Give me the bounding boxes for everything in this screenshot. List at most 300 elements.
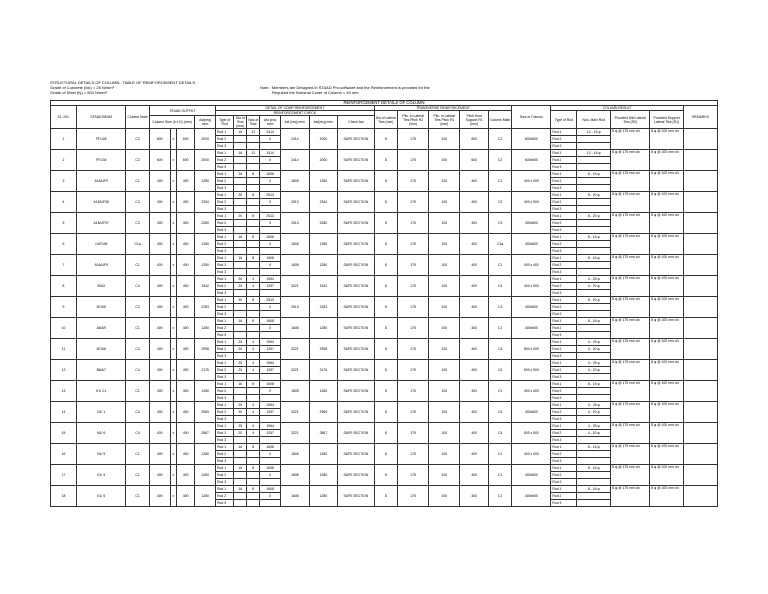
cell-ast-prov: 3221 [281,402,310,423]
cell-result-rod-label: Rod 3 [551,500,577,507]
cell-rod-label: Rod 2 [216,472,234,479]
cell-pitch-support: 400 [460,234,489,255]
cell-b: 400 [149,360,170,381]
cell-result-rod-label: Rod 1 [551,129,577,136]
cell-rod-label: Rod 1 [216,402,234,409]
cell-rod1-ast: 2513 [260,192,281,199]
cell-rod-label: Rod 2 [216,178,234,185]
cell-staad-beam: N1/ 5 [77,444,126,465]
cell-check: SAFE SECTION [338,318,374,339]
cell-main-rod-2 [577,220,611,227]
cell-rod2-nos [247,178,260,185]
cell-column-mark-2: C1 [488,486,511,507]
cell-result-rod-label: Rod 2 [551,304,577,311]
cell-rod1-ast: 1964 [260,360,281,367]
table-row [51,339,718,346]
col-column-size: Column Size (b x D) (mm) [149,116,194,129]
col-ast-req-2: Ast (req) mm² [281,116,310,129]
cell-rod2-nos [247,472,260,479]
cell-check: SAFE SECTION [338,213,374,234]
cell-ast-req2: 2283 [309,297,338,318]
cell-tie-dia: 8 [374,192,397,213]
cell-remarks [683,297,717,318]
cell-b: 600 [149,150,170,171]
table-row [51,360,718,367]
cell-provided-support: 8 φ @ 100 mm c/c [650,276,684,297]
table-row [51,381,718,388]
cell-main-rod-2 [577,325,611,332]
cell-staad-beam: M1/ 6 [77,423,126,444]
cell-rod2-ast: 1257 [260,430,281,437]
cell-rod3-ast [260,395,281,402]
cell-x-sign: x [170,486,177,507]
col-ast-req-3: Ast(req) mm² [309,116,338,129]
cell-rod2-ast: 0 [260,388,281,395]
cell-pitch-support: 400 [460,444,489,465]
table-row [51,486,718,493]
cell-provided-mid: 8 φ @ 175 mm c/c [611,423,650,444]
cell-sl-no: 4 [51,192,77,213]
cell-rod-label: Rod 1 [216,486,234,493]
cell-rod2-nos: 4 [247,283,260,290]
cell-ast-prov: 2414 [281,150,310,171]
cell-size: 500 x 500 [512,360,551,381]
cell-provided-support: 8 φ @ 100 mm c/c [650,486,684,507]
cell-tie-dia: 8 [374,318,397,339]
cell-rod2-nos [247,220,260,227]
cell-staad-beam: A16/UF08 [77,192,126,213]
cell-ast-prov: 1608 [281,255,310,276]
col-provided-mid: Provided Mid Lateral Ties (R2) [611,111,650,129]
cell-rod-label: Rod 2 [216,388,234,395]
cell-main-rod-1: 8 - 16 φ [577,234,611,241]
cell-pitch-r2: 175 [398,402,429,423]
cell-ast-prov: 3221 [281,360,310,381]
cell-main-rod-2 [577,136,611,143]
cell-pitch-r2: 175 [398,339,429,360]
cell-ast-prov: 3221 [281,423,310,444]
cell-rod3-ast [260,227,281,234]
cell-pitch-support: 400 [460,423,489,444]
cell-rod3-nos [247,227,260,234]
cell-provided-mid: 8 φ @ 175 mm c/c [611,486,650,507]
cell-rod1-dia: 25 [234,360,247,367]
cell-pitch-r2: 175 [398,486,429,507]
cell-b: 400 [149,465,170,486]
cell-result-rod-label: Rod 2 [551,472,577,479]
cell-result-rod-label: Rod 1 [551,423,577,430]
cell-main-rod-1: 8 - 16 φ [577,318,611,325]
cell-d: 400 [177,381,195,402]
cell-rod1-dia: 16 [234,171,247,178]
cell-size: 400x600 [512,465,551,486]
cell-main-rod-2 [577,304,611,311]
cell-remarks [683,276,717,297]
cell-rod-label: Rod 2 [216,493,234,500]
cell-tie-dia: 8 [374,486,397,507]
cell-sl-no: 9 [51,297,77,318]
col-remarks: REMARKS [683,106,717,129]
cell-rod-label: Rod 1 [216,150,234,157]
cell-tie-dia: 8 [374,150,397,171]
cell-tie-dia: 8 [374,402,397,423]
cell-rod-label: Rod 3 [216,332,234,339]
cell-result-rod-label: Rod 3 [551,437,577,444]
cell-main-rod-2 [577,241,611,248]
cell-column-mark-2: C1 [488,444,511,465]
cell-main-rod-3 [577,374,611,381]
cell-d: 400 [177,444,195,465]
cell-pitch-support: 400 [460,381,489,402]
cell-rod3-nos [247,206,260,213]
cell-main-rod-3 [577,248,611,255]
cell-rod-label: Rod 1 [216,276,234,283]
cell-main-rod-2: 4 - 20 φ [577,346,611,353]
cell-remarks [683,129,717,150]
cell-rod1-nos: 4 [247,276,260,283]
cell-column-mark-2: C4 [488,339,511,360]
cell-provided-support: 8 φ @ 100 mm c/c [650,234,684,255]
cell-rod3-ast [260,143,281,150]
cell-rod3-ast [260,311,281,318]
cell-rod3-ast [260,416,281,423]
cell-staad-beam: A16/UF5 [77,255,126,276]
cell-rod1-dia: 16 [234,381,247,388]
cell-size: 400 x 400 [512,444,551,465]
cell-provided-support: 8 φ @ 100 mm c/c [650,150,684,171]
cell-tie-dia: 8 [374,360,397,381]
cell-rod3-nos [247,269,260,276]
table-row [51,297,718,304]
cell-rod1-nos: 8 [247,444,260,451]
cell-remarks [683,318,717,339]
cell-b: 400 [149,234,170,255]
cell-rod3-dia [234,311,247,318]
cell-rod-label: Rod 2 [216,409,234,416]
cell-rod3-ast [260,479,281,486]
cell-remarks [683,171,717,192]
cell-rod1-nos: 12 [247,150,260,157]
cell-pitch-support: 400 [460,255,489,276]
cell-rod-label: Rod 3 [216,353,234,360]
cell-main-rod-1: 8 - 16 φ [577,486,611,493]
cell-pitch-support: 400 [460,171,489,192]
cell-column-mark: C3 [126,297,149,318]
cell-rod2-ast: 0 [260,157,281,164]
cell-ast-req: 1280 [195,465,216,486]
cell-rod3-ast [260,248,281,255]
cell-column-mark: C1 [126,171,149,192]
cell-rod-label: Rod 2 [216,304,234,311]
cell-result-rod-label: Rod 2 [551,136,577,143]
cell-rod1-dia: 16 [234,234,247,241]
cell-rod2-nos [247,262,260,269]
col-pitch-r1: Pitc. in Lateral Ties Pitch R1 (mm) [429,111,460,129]
cell-remarks [683,381,717,402]
cell-ast-req2: 2998 [309,339,338,360]
cell-remarks [683,423,717,444]
cell-result-rod-label: Rod 1 [551,297,577,304]
cell-rod3-nos [247,500,260,507]
cell-rod3-nos [247,248,260,255]
cell-column-mark-2: C3 [488,192,511,213]
cell-result-rod-label: Rod 3 [551,395,577,402]
cell-rod-label: Rod 3 [216,290,234,297]
cell-tie-dia: 8 [374,423,397,444]
cell-size: 500 x 500 [512,339,551,360]
col-column-result: COLUMN RESULT [551,106,684,111]
cell-tie-dia: 8 [374,129,397,150]
cell-rod1-dia: 20 [234,297,247,304]
cell-column-mark-2: C4 [488,360,511,381]
cell-pitch-r2: 175 [398,192,429,213]
cell-result-rod-label: Rod 3 [551,290,577,297]
cell-result-rod-label: Rod 1 [551,402,577,409]
cell-ast-req: 2000 [195,129,216,150]
cell-provided-mid: 8 φ @ 175 mm c/c [611,255,650,276]
cell-ast-prov: 2414 [281,129,310,150]
cell-rod-label: Rod 2 [216,220,234,227]
cell-check: SAFE SECTION [338,150,374,171]
cell-result-rod-label: Rod 2 [551,451,577,458]
cell-provided-support: 8 φ @ 100 mm c/c [650,444,684,465]
cell-provided-support: 8 φ @ 100 mm c/c [650,213,684,234]
cell-check: SAFE SECTION [338,444,374,465]
table-row [51,234,718,241]
cell-result-rod-label: Rod 2 [551,220,577,227]
cell-x-sign: x [170,150,177,171]
cell-rod-label: Rod 3 [216,437,234,444]
cell-rod2-nos [247,136,260,143]
cell-pitch-r2: 175 [398,129,429,150]
cell-main-rod-3 [577,458,611,465]
cell-result-rod-label: Rod 1 [551,465,577,472]
cell-rod2-dia: 20 [234,346,247,353]
cell-rod3-dia [234,416,247,423]
cell-rod2-nos [247,451,260,458]
col-pitch-support: Pitch from Support R1 (mm) [460,111,489,129]
cell-rod2-ast: 1257 [260,283,281,290]
cell-rod2-ast: 0 [260,451,281,458]
cell-result-rod-label: Rod 2 [551,409,577,416]
cell-rod1-nos: 8 [247,234,260,241]
cell-result-rod-label: Rod 3 [551,227,577,234]
cell-column-mark: C1 [126,381,149,402]
cell-result-rod-label: Rod 2 [551,283,577,290]
cell-check: SAFE SECTION [338,486,374,507]
cell-rod1-ast: 1608 [260,486,281,493]
cell-ast-req2: 1280 [309,234,338,255]
cell-rod2-ast: 0 [260,262,281,269]
cell-main-rod-2: 4 - 20 φ [577,430,611,437]
cell-sl-no: 3 [51,171,77,192]
cell-size: 400x600 [512,213,551,234]
cell-main-rod-3 [577,311,611,318]
cell-rod2-ast: 0 [260,304,281,311]
cell-result-rod-label: Rod 2 [551,430,577,437]
cell-result-rod-label: Rod 1 [551,486,577,493]
cell-staad-beam: A16/UF07 [77,213,126,234]
cell-rod1-dia: 20 [234,213,247,220]
cell-pitch-r2: 175 [398,318,429,339]
cell-ast-prov: 3221 [281,339,310,360]
cell-result-rod-label: Rod 3 [551,248,577,255]
cell-column-mark: C4 [126,276,149,297]
cell-rod2-dia [234,136,247,143]
cell-rod2-ast: 0 [260,472,281,479]
cell-main-rod-1: 8 - 16 φ [577,381,611,388]
cell-ast-req2: 2280 [309,213,338,234]
cell-column-mark: C2 [126,150,149,171]
cell-x-sign: x [170,423,177,444]
cell-result-rod-label: Rod 3 [551,269,577,276]
grade-steel: Grade of Steel (fy) = 500 N/mm² [50,90,108,95]
cell-pitch-r1: 100 [429,255,460,276]
cell-rod-label: Rod 1 [216,381,234,388]
cell-size: 600x600 [512,150,551,171]
cell-result-rod-label: Rod 3 [551,311,577,318]
cell-x-sign: x [170,318,177,339]
cell-rod2-dia [234,304,247,311]
cell-b: 600 [149,129,170,150]
cell-result-rod-label: Rod 1 [551,234,577,241]
cell-staad-beam: K1/ 4 [77,465,126,486]
cell-main-rod-2 [577,472,611,479]
cell-pitch-r2: 175 [398,444,429,465]
cell-rod2-dia [234,493,247,500]
cell-rod2-ast: 1257 [260,409,281,416]
cell-rod3-nos [247,374,260,381]
cell-rod1-ast: 1964 [260,276,281,283]
cell-size: 400 x 500 [512,276,551,297]
cell-rod-label: Rod 3 [216,311,234,318]
cell-ast-req: 1280 [195,318,216,339]
table-row [51,444,718,451]
cell-rod3-ast [260,437,281,444]
cell-rod2-ast: 1257 [260,346,281,353]
cell-column-mark: C1 [126,444,149,465]
cell-rod1-dia: 16 [234,444,247,451]
cell-result-rod-label: Rod 3 [551,479,577,486]
cell-d: 400 [177,318,195,339]
cell-rod1-ast: 2414 [260,129,281,136]
cell-size: 600x600 [512,129,551,150]
cell-rod-label: Rod 3 [216,374,234,381]
cell-rod3-dia [234,164,247,171]
cell-pitch-r2: 175 [398,171,429,192]
cell-rod3-dia [234,332,247,339]
cell-tie-dia: 8 [374,276,397,297]
cell-rod-label: Rod 3 [216,206,234,213]
cell-rod2-dia: 20 [234,430,247,437]
cell-sl-no: 8 [51,276,77,297]
cell-rod2-nos: 4 [247,409,260,416]
cell-provided-mid: 8 φ @ 175 mm c/c [611,297,650,318]
cell-pitch-r2: 175 [398,234,429,255]
cell-ast-req2: 1942 [309,276,338,297]
cell-b: 400 [149,339,170,360]
cell-remarks [683,213,717,234]
cell-provided-mid: 8 φ @ 175 mm c/c [611,276,650,297]
cell-pitch-r1: 100 [429,192,460,213]
table-row [51,255,718,262]
cell-b: 400 [149,381,170,402]
cell-main-rod-1: 4 - 25 φ [577,276,611,283]
cell-rod1-nos: 12 [247,129,260,136]
cell-main-rod-3 [577,416,611,423]
cell-rod-label: Rod 2 [216,241,234,248]
cell-ast-req2: 1280 [309,171,338,192]
cell-result-rod-label: Rod 2 [551,367,577,374]
cell-rod1-ast: 1964 [260,339,281,346]
cell-check: SAFE SECTION [338,360,374,381]
cell-pitch-r1: 100 [429,360,460,381]
cell-provided-mid: 8 φ @ 175 mm c/c [611,129,650,150]
cell-d: 400 [177,486,195,507]
cell-result-rod-label: Rod 2 [551,346,577,353]
cell-staad-beam: B7/A5 [77,297,126,318]
col-size-of-column: Size of Column [512,106,551,129]
cell-rod1-ast: 1964 [260,402,281,409]
cell-pitch-r1: 100 [429,402,460,423]
cell-ast-prov: 3221 [281,276,310,297]
cell-x-sign: x [170,297,177,318]
cell-result-rod-label: Rod 1 [551,381,577,388]
cell-b: 400 [149,444,170,465]
cell-rod-label: Rod 2 [216,430,234,437]
cell-pitch-r1: 100 [429,297,460,318]
cell-rod3-nos [247,458,260,465]
cell-result-rod-label: Rod 3 [551,416,577,423]
cell-sl-no: 17 [51,465,77,486]
col-transverse: TRANSVERSE REINFORCEMENT [374,106,512,111]
cell-ast-req: 1280 [195,171,216,192]
cell-pitch-r2: 175 [398,465,429,486]
cell-tie-dia: 8 [374,255,397,276]
cell-remarks [683,465,717,486]
cell-ast-req: 2000 [195,150,216,171]
cell-x-sign: x [170,192,177,213]
cell-rod1-dia: 20 [234,276,247,283]
cell-rod-label: Rod 1 [216,339,234,346]
cell-rod-label: Rod 2 [216,367,234,374]
cell-rod-label: Rod 1 [216,465,234,472]
cell-result-rod-label: Rod 1 [551,444,577,451]
cell-ast-req: 1280 [195,234,216,255]
cell-result-rod-label: Rod 3 [551,185,577,192]
cell-size: 400 x 400 [512,171,551,192]
cell-x-sign: x [170,129,177,150]
cell-size: 400x600 [512,234,551,255]
cell-ast-req: 1280 [195,255,216,276]
cell-main-rod-2: 4 - 20 φ [577,283,611,290]
cell-ast-prov: 1608 [281,171,310,192]
cell-rod3-dia [234,353,247,360]
cell-rod1-dia: 16 [234,486,247,493]
cell-column-mark: C3 [126,192,149,213]
cell-main-rod-1: 4 - 25 φ [577,339,611,346]
cell-main-rod-3 [577,206,611,213]
cell-d: 400 [177,360,195,381]
cell-staad-beam: 1/UF/A8 [77,234,126,255]
cell-size: 500 x 500 [512,423,551,444]
cell-main-rod-3 [577,143,611,150]
cell-pitch-support: 400 [460,339,489,360]
cell-check: SAFE SECTION [338,423,374,444]
cell-main-rod-3 [577,437,611,444]
cell-b: 400 [149,318,170,339]
cell-staad-beam: B7/A8 [77,339,126,360]
